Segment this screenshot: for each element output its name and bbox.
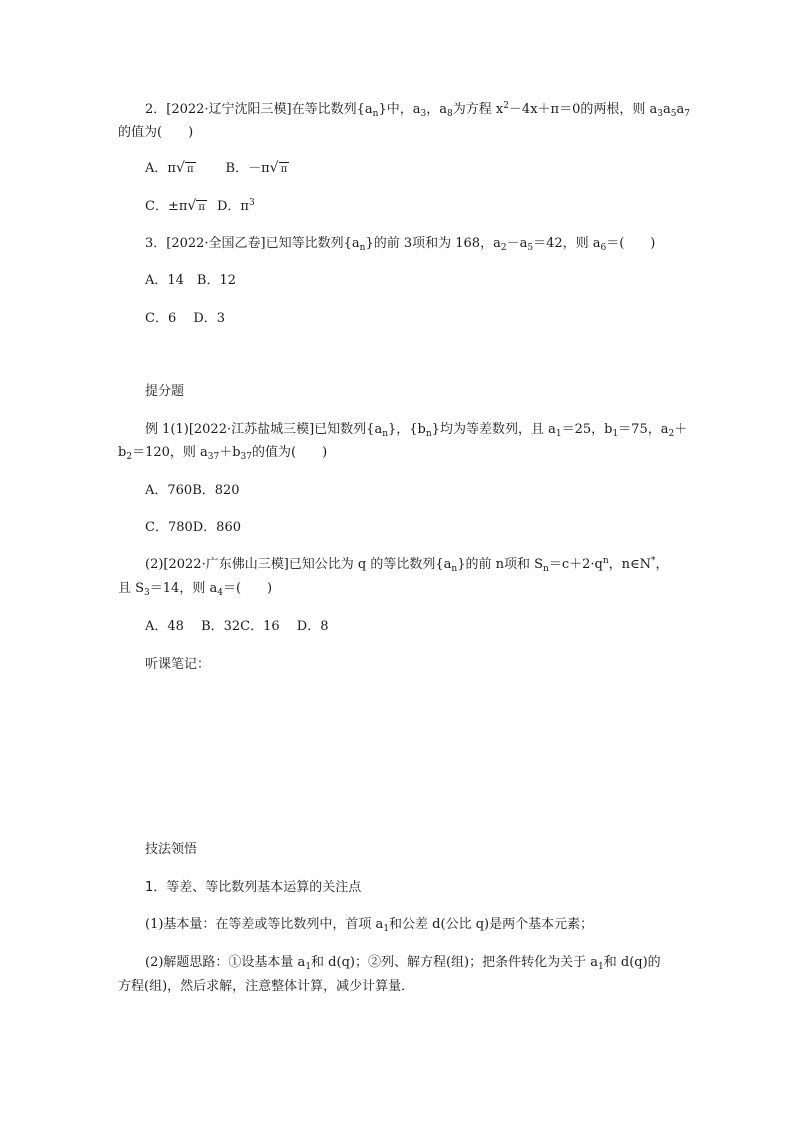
- ex1-part2-options: A．48 B．32C．16 D．8: [145, 619, 329, 634]
- tip1-point2-line1: (2)解题思路：①设基本量 $a_1$和 d(q)；②列、解方程(组)；把条件转化为关于 $a_1$和 d(q)的: [145, 955, 661, 972]
- ex1-part1-options-cd: C．780D．860: [145, 520, 241, 535]
- tip1-point1: (1)基本量：在等差或等比数列中，首项 $a_1$和公差 d(公比 q)是两个基本元素；: [145, 917, 594, 934]
- ex1-part1-options-ab: A．760B．820: [145, 483, 240, 498]
- q3-stem: 3．[2022·全国乙卷]已知等比数列$\{a_n\}$的前 3项和为 168，$a_2-a_5=42$，则 $a_6=$( ): [145, 236, 656, 253]
- tip1-point2-line2: 方程(组)，然后求解，注意整体计算，减少计算量．: [118, 979, 415, 994]
- section-heading-tifen: 提分题: [145, 384, 185, 399]
- q2-stem-line1: 2．[2022·辽宁沈阳三模]在等比数列$\{a_n\}$中，$a_3$，$a_8$为方程 $x^2-4x+\pi=0$的两根，则 $a_3a_5a_7$: [145, 101, 690, 119]
- q3-options-cd: C．6 D．3: [145, 311, 226, 326]
- q2-stem-line2: 的值为( ): [118, 125, 194, 140]
- notes-label: 听课笔记：: [145, 657, 211, 672]
- q3-options-ab: A．14 B．12: [145, 273, 237, 288]
- ex1-part1-line1: 例 1(1)[2022·江苏盐城三模]已知数列$\{a_n\}$，$\{b_n\}$均为等差数列，且 $a_1=25$，$b_1=75$，$a_2+$: [145, 422, 688, 439]
- q2-options-ab: A．π√ π B．－π√ π: [145, 160, 289, 178]
- section-heading-jifa: 技法领悟: [145, 842, 198, 857]
- ex1-part2-line2: 且 $S_3=14$，则 $a_4=$( ): [118, 581, 273, 598]
- ex1-part1-line2: $b_2=120$，则 $a_{37}+b_{37}$的值为( ): [118, 445, 328, 462]
- ex1-part2-line1: (2)[2022·广东佛山三模]已知公比为 q 的等比数列$\{a_n\}$的前 n项和 $S_n=c+2\cdot q^n$，n∈N*，: [145, 556, 669, 574]
- q2-options-cd: C．±π√ π D．$\pi^3$: [145, 198, 255, 216]
- tip1-title: 1．等差、等比数列基本运算的关注点: [145, 880, 362, 895]
